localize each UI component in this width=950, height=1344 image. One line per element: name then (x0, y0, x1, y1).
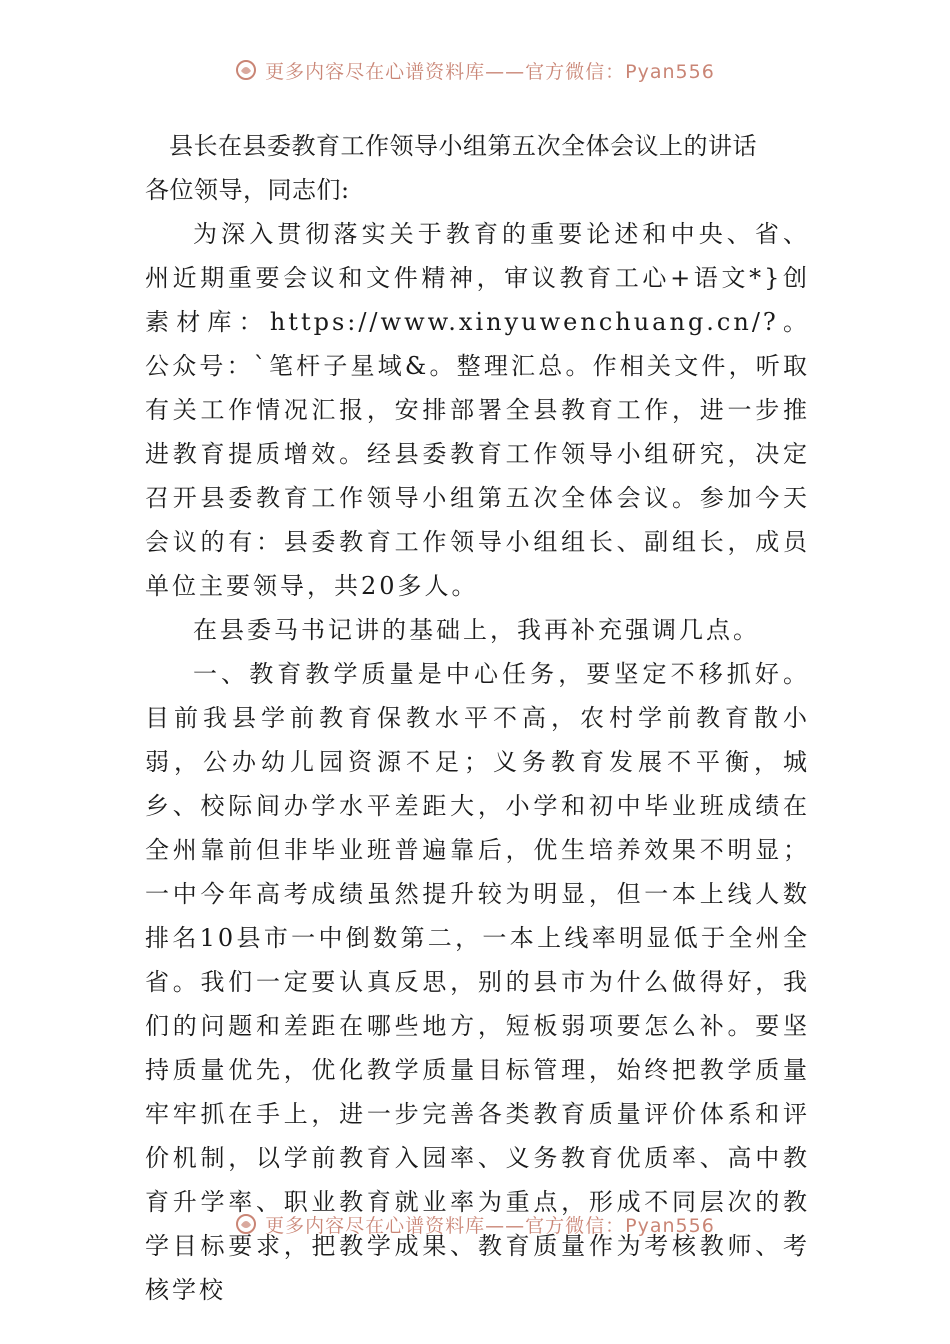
paragraph-intro: 为深入贯彻落实关于教育的重要论述和中央、省、州近期重要会议和文件精神，审议教育工心+语文*}创素材库：https://www.xinyuwenchuang.cn/?。公众号：`笔杆子星域&。整理汇总。作相关文件，听取有关工作情况汇报，安排部署全县教育工作，进一步推进教育提质增效。经县委教育工作领导小组研究，决定召开县委教育工作领导小组第五次全体会议。参加今天会议的有：县委教育工作领导小组组长、副组长，成员单位主要领导，共20多人。 (145, 220, 810, 600)
watermark-header (0, 50, 950, 90)
watermark-text: 更多内容尽在心谱资料库——官方微信：Pyan556 (265, 1214, 715, 1237)
watermark-text: 更多内容尽在心谱资料库——官方微信：Pyan556 (265, 60, 715, 83)
document-title: 县长在县委教育工作领导小组第五次全体会议上的讲话 (169, 132, 757, 160)
watermark-footer (0, 1204, 950, 1244)
watermark-logo-icon (235, 1213, 257, 1235)
watermark-logo-icon (235, 59, 257, 81)
salutation: 各位领导，同志们: (145, 176, 350, 204)
paragraph-transition: 在县委马书记讲的基础上，我再补充强调几点。 (193, 616, 760, 644)
document-body (145, 124, 810, 1312)
paragraph-section-one: 一、教育教学质量是中心任务，要坚定不移抓好。目前我县学前教育保教水平不高，农村学前教育散小弱，公办幼儿园资源不足；义务教育发展不平衡，城乡、校际间办学水平差距大，小学和初中毕业班成绩在全州靠前但非毕业班普遍靠后，优生培养效果不明显；一中今年高考成绩虽然提升较为明显，但一本上线人数排名10县市一中倒数第二，一本上线率明显低于全州全省。我们一定要认真反思，别的县市为什么做得好，我们的问题和差距在哪些地方，短板弱项要怎么补。要坚持质量优先，优化教学质量目标管理，始终把教学质量牢牢抓在手上，进一步完善各类教育质量评价体系和评价机制，以学前教育入园率、义务教育优质率、高中教育升学率、职业教育就业率为重点，形成不同层次的教学目标要求，把教学成果、教育质量作为考核教师、考核学校 (145, 660, 810, 1304)
